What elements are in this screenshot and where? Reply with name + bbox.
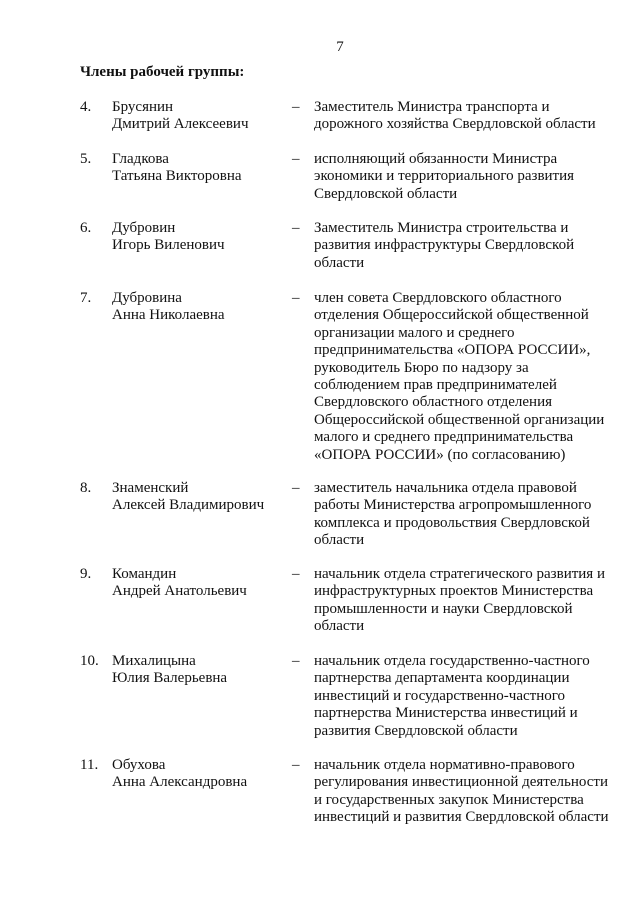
member-role-line: заместитель начальника отдела правовой <box>314 480 577 496</box>
member-name-line: Гладкова <box>112 151 169 167</box>
member-role-line: малого и среднего предпринимательства <box>314 429 574 446</box>
member-role-line: и государственных закупок Министерства <box>314 791 584 808</box>
member-name <box>112 566 287 601</box>
dash-separator: – <box>292 151 300 167</box>
dash-separator: – <box>292 566 300 582</box>
member-number: 8. <box>80 480 92 496</box>
member-role-line: инвестиций и развития Свердловской области <box>314 809 609 826</box>
dash-separator: – <box>292 653 300 669</box>
member-role-line: Свердловской области <box>314 185 458 202</box>
member-role <box>314 757 624 827</box>
member-name <box>112 290 287 325</box>
member-name <box>112 220 287 255</box>
member-name-line: Дмитрий Алексеевич <box>112 116 249 133</box>
member-role-line: экономики и территориального развития <box>314 168 575 185</box>
member-role-line: промышленности и науки Свердловской <box>314 600 573 617</box>
member-role-line: комплекса и продовольствия Свердловской <box>314 514 590 531</box>
member-role-line: инфраструктурных проектов Министерства <box>314 583 594 600</box>
member-name-line: Знаменский <box>112 480 189 496</box>
member-name <box>112 151 287 186</box>
member-role <box>314 220 624 272</box>
member-role <box>314 653 624 740</box>
member-number: 7. <box>80 290 92 306</box>
member-role-line: член совета Свердловского областного <box>314 290 562 306</box>
member-role-line: организации малого и среднего <box>314 324 515 341</box>
member-role-line: Свердловского областного отделения <box>314 394 553 411</box>
member-role-line: начальник отдела стратегического развития и <box>314 566 605 582</box>
dash-separator: – <box>292 220 300 236</box>
member-name <box>112 653 287 688</box>
member-role <box>314 151 624 203</box>
member-name-line: Алексей Владимирович <box>112 497 265 514</box>
member-name-line: Дубровина <box>112 290 182 306</box>
member-role-line: регулирования инвестиционной деятельности <box>314 774 608 791</box>
member-role-line: руководитель Бюро по надзору за <box>314 359 529 376</box>
member-name-line: Юлия Валерьевна <box>112 670 228 687</box>
member-name-line: Игорь Виленович <box>112 237 225 254</box>
member-role <box>314 290 624 464</box>
member-number: 10. <box>80 653 99 669</box>
member-role-line: начальник отдела государственно-частного <box>314 653 590 669</box>
section-heading: Члены рабочей группы: <box>80 64 245 80</box>
page-number: 7 <box>336 39 344 55</box>
member-role-line: исполняющий обязанности Министра <box>314 151 558 167</box>
member-role-line: Заместитель Министра транспорта и <box>314 99 550 115</box>
member-name-line: Обухова <box>112 757 166 773</box>
member-role <box>314 480 624 550</box>
member-name-line: Брусянин <box>112 99 174 115</box>
member-role-line: работы Министерства агропромышленного <box>314 497 592 514</box>
member-role-line: области <box>314 532 365 549</box>
member-name-line: Анна Александровна <box>112 774 248 791</box>
member-name <box>112 757 287 792</box>
member-role-line: развития инфраструктуры Свердловской <box>314 237 575 254</box>
member-role-line: партнерства Министерства инвестиций и <box>314 705 578 722</box>
member-role <box>314 99 624 134</box>
dash-separator: – <box>292 290 300 306</box>
member-role-line: соблюдением прав предпринимателей <box>314 377 557 394</box>
member-role-line: развития Свердловской области <box>314 722 518 739</box>
member-role-line: Общероссийской общественной организации <box>314 411 605 428</box>
member-role-line: предпринимательства «ОПОРА РОССИИ», <box>314 342 591 359</box>
member-name-line: Командин <box>112 566 177 582</box>
member-role-line: начальник отдела нормативно-правового <box>314 757 575 773</box>
member-name-line: Михалицына <box>112 653 196 669</box>
member-role-line: отделения Общероссийской общественной <box>314 307 589 324</box>
member-role-line: партнерства департамента координации <box>314 670 570 687</box>
dash-separator: – <box>292 480 300 496</box>
member-number: 4. <box>80 99 92 115</box>
member-role <box>314 566 624 636</box>
member-number: 6. <box>80 220 92 236</box>
member-name <box>112 99 287 134</box>
dash-separator: – <box>292 757 300 773</box>
member-name-line: Дубровин <box>112 220 176 236</box>
member-role-line: «ОПОРА РОССИИ» (по согласованию) <box>314 446 566 463</box>
member-name-line: Татьяна Викторовна <box>112 168 242 185</box>
member-role-line: Заместитель Министра строительства и <box>314 220 569 236</box>
member-role-line: инвестиций и государственно-частного <box>314 687 566 704</box>
member-name <box>112 480 287 515</box>
member-name-line: Андрей Анатольевич <box>112 583 247 600</box>
member-role-line: дорожного хозяйства Свердловской области <box>314 116 596 133</box>
member-role-line: области <box>314 254 365 271</box>
member-number: 5. <box>80 151 92 167</box>
member-number: 11. <box>80 757 99 773</box>
member-role-line: области <box>314 618 365 635</box>
dash-separator: – <box>292 99 300 115</box>
member-name-line: Анна Николаевна <box>112 307 225 324</box>
member-number: 9. <box>80 566 92 582</box>
